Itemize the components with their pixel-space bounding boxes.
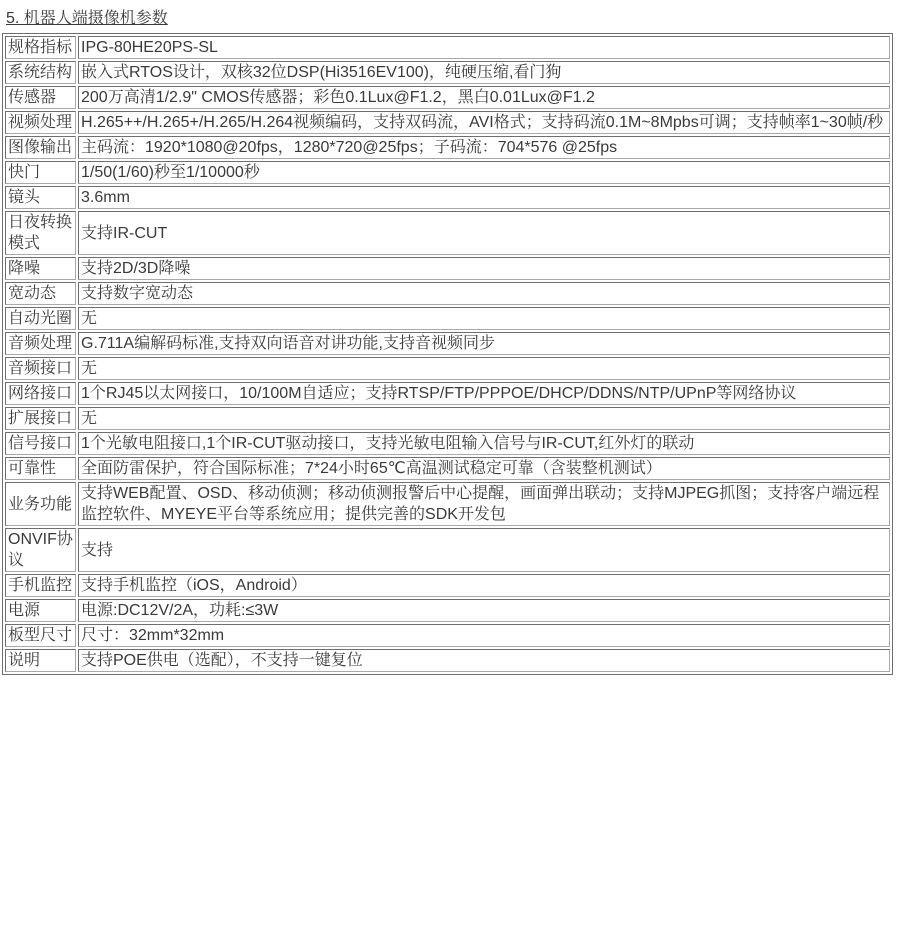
- spec-value: 1个光敏电阻接口,1个IR-CUT驱动接口，支持光敏电阻输入信号与IR-CUT,红外灯的联动: [78, 432, 890, 455]
- spec-value: 无: [78, 357, 890, 380]
- spec-label: 可靠性: [5, 457, 76, 480]
- spec-row: [5, 599, 890, 622]
- spec-label: 镜头: [5, 186, 76, 209]
- spec-row: [5, 161, 890, 184]
- spec-value: 1/50(1/60)秒至1/10000秒: [78, 161, 890, 184]
- spec-row: [5, 111, 890, 134]
- spec-row: [5, 624, 890, 647]
- spec-row: [5, 282, 890, 305]
- spec-row: [5, 574, 890, 597]
- spec-row: [5, 382, 890, 405]
- spec-value: 全面防雷保护，符合国际标准；7*24小时65℃高温测试稳定可靠（含装整机测试）: [78, 457, 890, 480]
- spec-value: 支持2D/3D降噪: [78, 257, 890, 280]
- spec-row: [5, 61, 890, 84]
- spec-label: 说明: [5, 649, 76, 672]
- spec-value: 3.6mm: [78, 186, 890, 209]
- spec-label: 信号接口: [5, 432, 76, 455]
- spec-value: 尺寸：32mm*32mm: [78, 624, 890, 647]
- spec-row: [5, 482, 890, 526]
- spec-label: 宽动态: [5, 282, 76, 305]
- spec-label: 网络接口: [5, 382, 76, 405]
- page-title: 5. 机器人端摄像机参数: [6, 10, 168, 27]
- spec-value: 支持WEB配置、OSD、移动侦测；移动侦测报警后中心提醒，画面弹出联动；支持MJPEG抓图；支持客户端远程监控软件、MYEYE平台等系统应用；提供完善的SDK开发包: [78, 482, 890, 526]
- spec-table-body: [5, 36, 890, 672]
- spec-row: [5, 407, 890, 430]
- camera-spec-table: [2, 33, 893, 675]
- spec-label: 快门: [5, 161, 76, 184]
- spec-value: H.265++/H.265+/H.265/H.264视频编码，支持双码流，AVI格式；支持码流0.1M~8Mpbs可调；支持帧率1~30帧/秒: [78, 111, 890, 134]
- spec-row: [5, 136, 890, 159]
- spec-value: 1个RJ45以太网接口，10/100M自适应；支持RTSP/FTP/PPPOE/DHCP/DDNS/NTP/UPnP等网络协议: [78, 382, 890, 405]
- spec-row: [5, 257, 890, 280]
- spec-label: 电源: [5, 599, 76, 622]
- spec-row: [5, 457, 890, 480]
- spec-label: 扩展接口: [5, 407, 76, 430]
- spec-row: [5, 649, 890, 672]
- spec-label: 系统结构: [5, 61, 76, 84]
- spec-row: [5, 86, 890, 109]
- spec-value: 无: [78, 407, 890, 430]
- spec-label: 传感器: [5, 86, 76, 109]
- spec-value: 无: [78, 307, 890, 330]
- spec-value: 支持手机监控（iOS，Android）: [78, 574, 890, 597]
- spec-value: 主码流：1920*1080@20fps，1280*720@25fps；子码流：704*576 @25fps: [78, 136, 890, 159]
- spec-value: 支持IR-CUT: [78, 211, 890, 255]
- spec-row: [5, 186, 890, 209]
- spec-label: 日夜转换模式: [5, 211, 76, 255]
- spec-label: 手机监控: [5, 574, 76, 597]
- spec-label: 规格指标: [5, 36, 76, 59]
- spec-row: [5, 36, 890, 59]
- spec-row: [5, 357, 890, 380]
- spec-label: 视频处理: [5, 111, 76, 134]
- spec-label: 图像输出: [5, 136, 76, 159]
- spec-label: 音频处理: [5, 332, 76, 355]
- spec-label: 业务功能: [5, 482, 76, 526]
- spec-value: 支持: [78, 528, 890, 572]
- spec-label: 自动光圈: [5, 307, 76, 330]
- spec-value: IPG-80HE20PS-SL: [78, 36, 890, 59]
- spec-value: 电源:DC12V/2A，功耗:≤3W: [78, 599, 890, 622]
- spec-label: ONVIF协议: [5, 528, 76, 572]
- spec-value: 支持POE供电（选配），不支持一键复位: [78, 649, 890, 672]
- spec-row: [5, 211, 890, 255]
- spec-value: G.711A编解码标准,支持双向语音对讲功能,支持音视频同步: [78, 332, 890, 355]
- spec-value: 支持数字宽动态: [78, 282, 890, 305]
- spec-label: 板型尺寸: [5, 624, 76, 647]
- spec-value: 200万高清1/2.9" CMOS传感器；彩色0.1Lux@F1.2，黑白0.01Lux@F1.2: [78, 86, 890, 109]
- spec-row: [5, 432, 890, 455]
- spec-label: 音频接口: [5, 357, 76, 380]
- spec-row: [5, 332, 890, 355]
- spec-row: [5, 528, 890, 572]
- spec-row: [5, 307, 890, 330]
- spec-label: 降噪: [5, 257, 76, 280]
- spec-value: 嵌入式RTOS设计，双核32位DSP(Hi3516EV100)，纯硬压缩,看门狗: [78, 61, 890, 84]
